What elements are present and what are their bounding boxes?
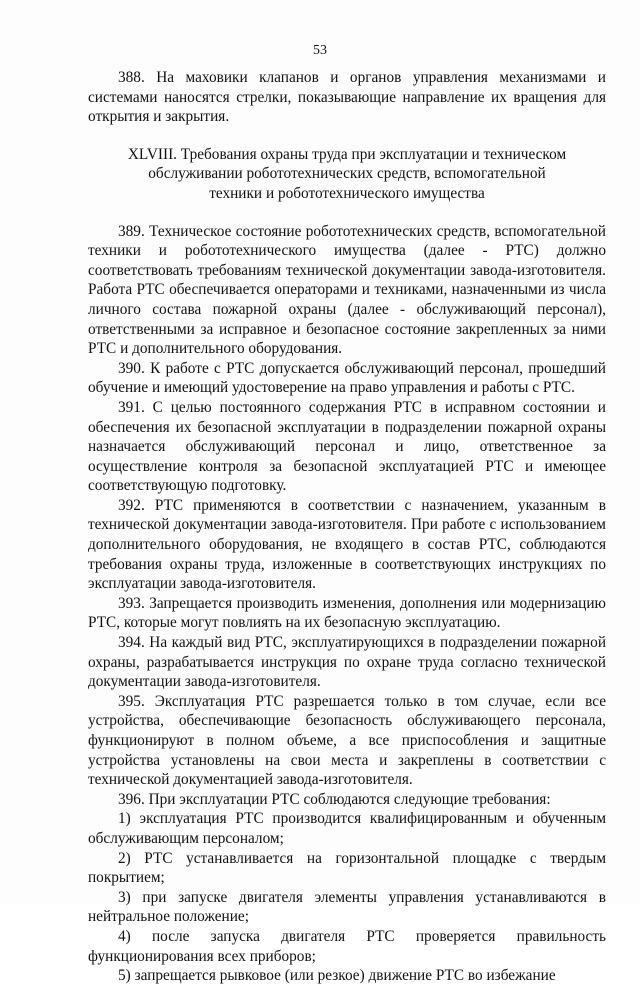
paragraph-391: 391. С целью постоянного содержания РТС в исправном состоянии и обеспечения их безопасной эксплуатации в подразделении пожарной охраны назначается обслуживающий персонал и лицо, ответственное за осуществление контроля за безопасной эксплуатацией РТС и имеющее соответствующую подготовку.	[88, 398, 606, 495]
section-heading-line: обслуживании робототехнических средств, вспомогательной	[148, 165, 546, 183]
section-heading	[88, 145, 606, 204]
paragraph-390: 390. К работе с РТС допускается обслуживающий персонал, прошедший обучение и имеющий удостоверение на право управления и работы с РТС.	[88, 359, 606, 397]
list-item: 2) РТС устанавливается на горизонтальной площадке с твердым покрытием;	[88, 849, 606, 887]
paragraph-394: 394. На каждый вид РТС, эксплуатирующихся в подразделении пожарной охраны, разрабатывается инструкция по охране труда согласно технической документации завода-изготовителя.	[88, 634, 606, 691]
section-heading-line: XLVIII. Требования охраны труда при эксплуатации и техническом	[127, 145, 567, 163]
paragraph-392: 392. РТС применяются в соответствии с назначением, указанным в технической документации завода-изготовителя. При работе с использованием дополнительного оборудования, не входящего в состав РТС, соблюдаются требования охраны труда, изложенные в соответствующих инструкциях по эксплуатации завода-изготовителя.	[88, 496, 606, 593]
paragraph-393: 393. Запрещается производить изменения, дополнения или модернизацию РТС, которые могут повлиять на их безопасную эксплуатацию.	[88, 594, 606, 632]
list-item: 5) запрещается рывковое (или резкое) движение РТС во избежание	[118, 967, 556, 985]
paragraph-389: 389. Техническое состояние робототехнических средств, вспомогательной техники и робототехнического имущества (далее - РТС) должно соответствовать требованиям технической документации завода-изготовителя. Работа РТС обеспечивается операторами и техниками, назначенными из числа личного состава пожарной охраны (далее - обслуживающий персонал), ответственными за исправное и безопасное состояние закрепленных за ними РТС и дополнительного оборудования.	[88, 222, 606, 358]
list-item: 4) после запуска двигателя РТС проверяется правильность функционирования всех приборов;	[88, 927, 606, 965]
paragraph-395: 395. Эксплуатация РТС разрешается только в том случае, если все устройства, обеспечивающие безопасность обслуживающего персонала, функционируют в полном объеме, а все приспособления и защитные устройства установлены на свои места и закреплены в соответствии с технической документацией завода-изготовителя.	[88, 692, 606, 789]
list-item: 1) эксплуатация РТС производится квалифицированным и обученным обслуживающим персоналом;	[88, 810, 606, 847]
section-heading-line: техники и робототехнического имущества	[209, 184, 485, 202]
document-body	[88, 68, 606, 986]
page-number: 53	[313, 43, 327, 58]
paragraph-396: 396. При эксплуатации РТС соблюдаются следующие требования:	[118, 790, 551, 808]
paragraph-388: 388. На маховики клапанов и органов управления механизмами и системами наносятся стрелки, показывающие направление их вращения для открытия и закрытия.	[88, 69, 606, 126]
list-item: 3) при запуске двигателя элементы управления устанавливаются в нейтральное положение;	[88, 888, 606, 926]
